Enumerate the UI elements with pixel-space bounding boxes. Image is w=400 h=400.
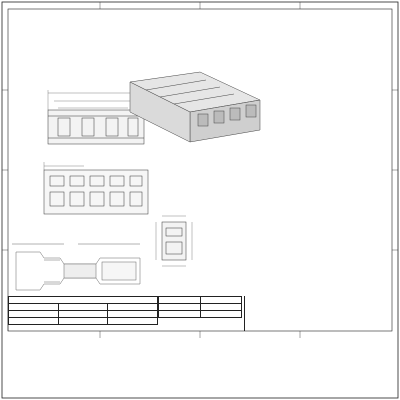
- tolerance-header: [9, 297, 158, 304]
- tolerance-3: [108, 304, 158, 311]
- housing-side-view: [156, 216, 192, 266]
- checked-label: [200, 297, 242, 304]
- title-block: [8, 296, 392, 331]
- description-column-label: [108, 318, 158, 325]
- housing-top-view: [48, 90, 144, 144]
- date-column-label: [9, 318, 59, 325]
- approval-table: [158, 296, 242, 318]
- revision-letter: [58, 311, 108, 318]
- drawn-name: [159, 304, 201, 311]
- revision-date: [9, 311, 59, 318]
- drawn-label: [159, 297, 201, 304]
- housing-front-view: [44, 162, 148, 214]
- revision-first-issue: [108, 311, 158, 318]
- housing-isometric-view: [130, 72, 260, 142]
- approved-label: [159, 311, 201, 318]
- company-block: [244, 296, 393, 331]
- tolerance-2: [58, 304, 108, 311]
- specification-block: [276, 68, 392, 72]
- terminal-housing-assembly: [12, 244, 140, 290]
- tolerance-1: [9, 304, 59, 311]
- revision-column-label: [58, 318, 108, 325]
- revision-table: [8, 296, 158, 325]
- release-date: [200, 311, 242, 318]
- success-mark: [200, 304, 242, 311]
